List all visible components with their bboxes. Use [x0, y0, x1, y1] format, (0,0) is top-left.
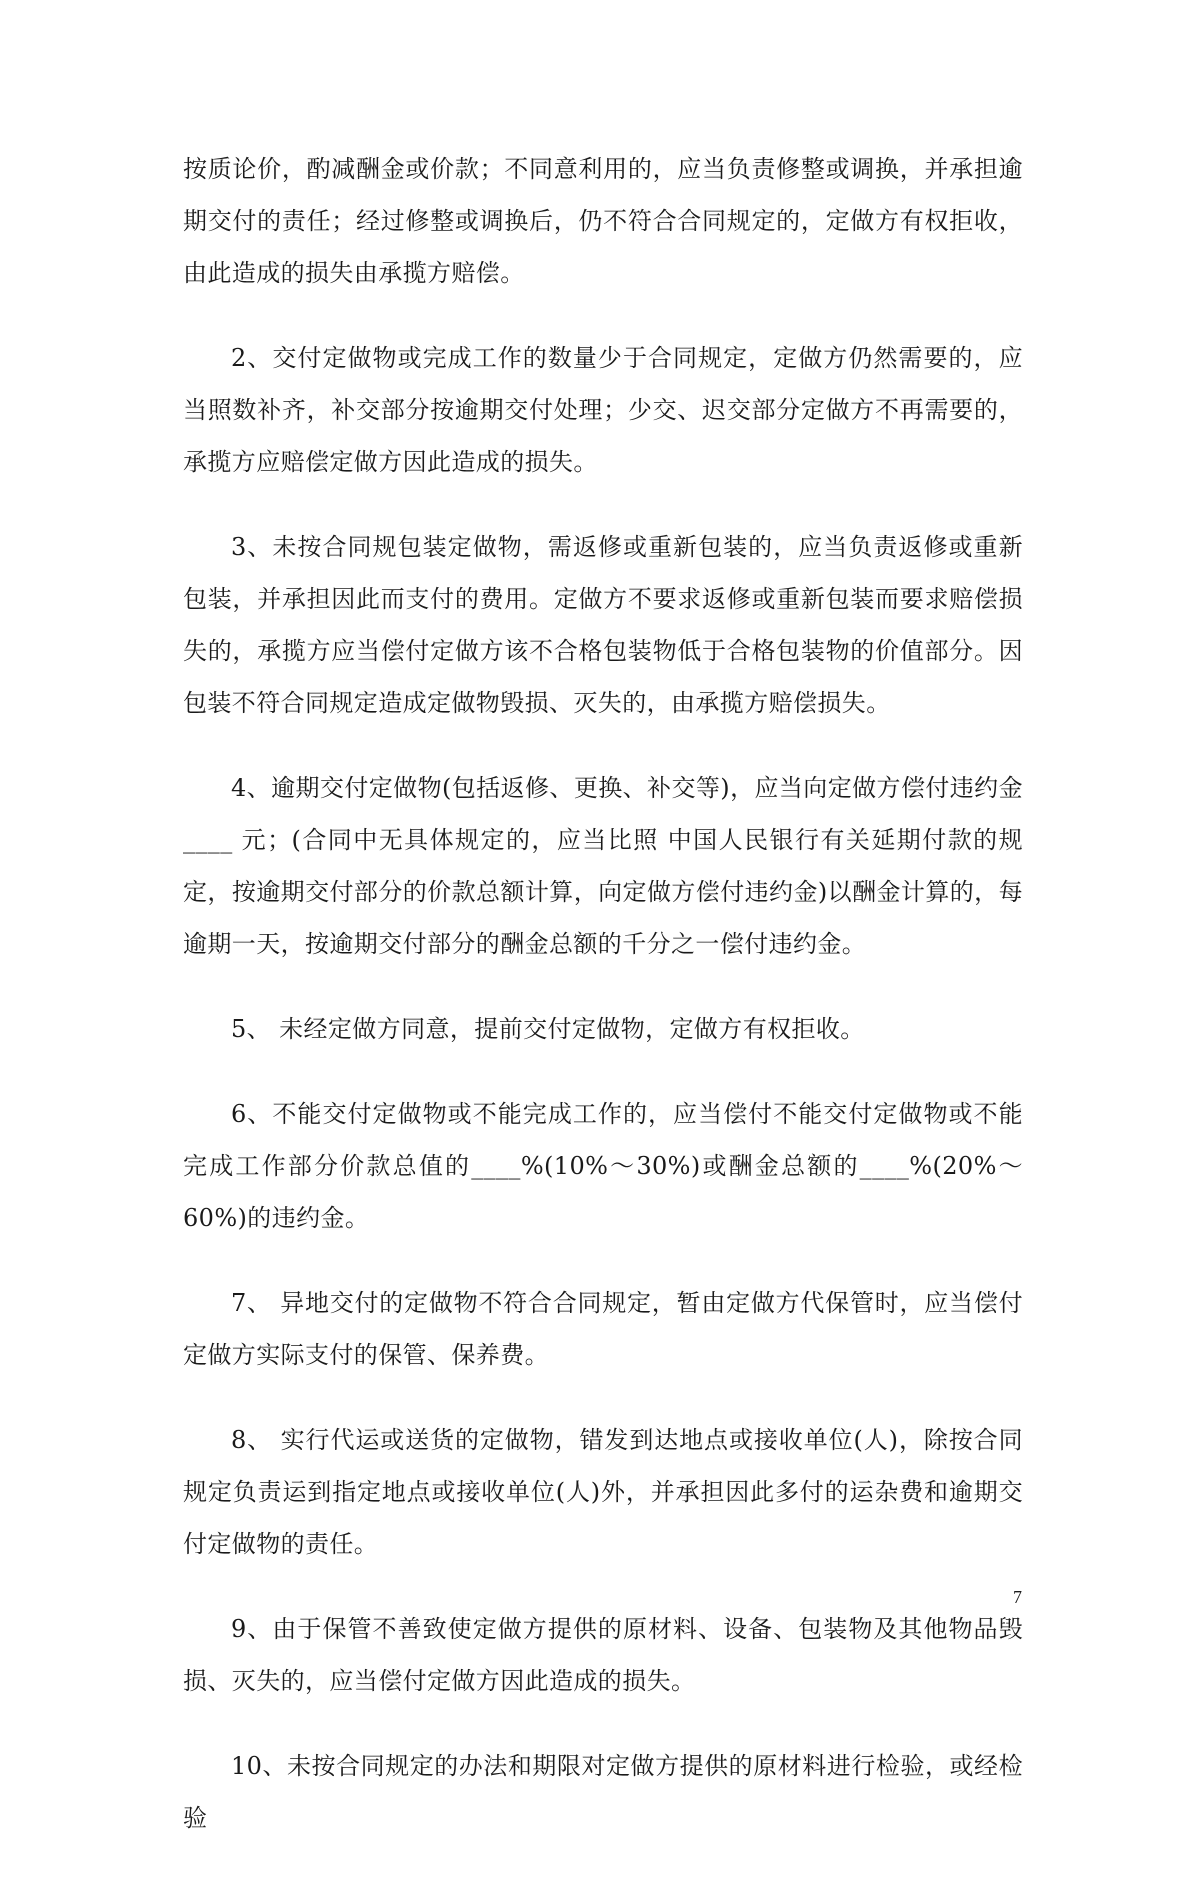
- paragraph-item-5: 5、 未经定做方同意，提前交付定做物，定做方有权拒收。: [231, 1015, 865, 1043]
- paragraph-continuation: 按质论价，酌减酬金或价款；不同意利用的，应当负责修整或调换，并承担逾期交付的责任；经过修整或调换后，仍不符合合同规定的，定做方有权拒收，由此造成的损失由承揽方赔偿。: [183, 155, 1023, 287]
- paragraph-item-3: 3、未按合同规包装定做物，需返修或重新包装的，应当负责返修或重新包装，并承担因此而支付的费用。定做方不要求返修或重新包装而要求赔偿损失的，承揽方应当偿付定做方该不合格包装物低于合格包装物的价值部分。因包装不符合同规定造成定做物毁损、灭失的，由承揽方赔偿损失。: [183, 533, 1023, 717]
- paragraph-item-10: 10、未按合同规定的办法和期限对定做方提供的原材料进行检验，或经检验: [183, 1752, 1023, 1832]
- paragraph-item-2: 2、交付定做物或完成工作的数量少于合同规定，定做方仍然需要的，应当照数补齐，补交部分按逾期交付处理；少交、迟交部分定做方不再需要的，承揽方应赔偿定做方因此造成的损失。: [183, 344, 1023, 476]
- paragraph-item-9: 9、由于保管不善致使定做方提供的原材料、设备、包装物及其他物品毁损、灭失的，应当偿付定做方因此造成的损失。: [183, 1615, 1023, 1695]
- paragraph-item-7: 7、 异地交付的定做物不符合合同规定，暂由定做方代保管时，应当偿付定做方实际支付的保管、保养费。: [183, 1289, 1023, 1369]
- document-body: [183, 143, 1023, 1877]
- page-number: 7: [1013, 1587, 1022, 1607]
- paragraph-item-4: 4、逾期交付定做物(包括返修、更换、补交等)，应当向定做方偿付违约金____ 元；(合同中无具体规定的，应当比照 中国人民银行有关延期付款的规定，按逾期交付部分的价款总额计算，向定做方偿付违约金)以酬金计算的，每逾期一天，按逾期交付部分的酬金总额的千分之一偿付违约金。: [183, 774, 1023, 958]
- paragraph-item-6: 6、不能交付定做物或不能完成工作的，应当偿付不能交付定做物或不能完成工作部分价款总值的____%(10%～30%)或酬金总额的____%(20%～60%)的违约金。: [183, 1100, 1023, 1232]
- paragraph-item-8: 8、 实行代运或送货的定做物，错发到达地点或接收单位(人)，除按合同规定负责运到指定地点或接收单位(人)外，并承担因此多付的运杂费和逾期交付定做物的责任。: [183, 1426, 1023, 1558]
